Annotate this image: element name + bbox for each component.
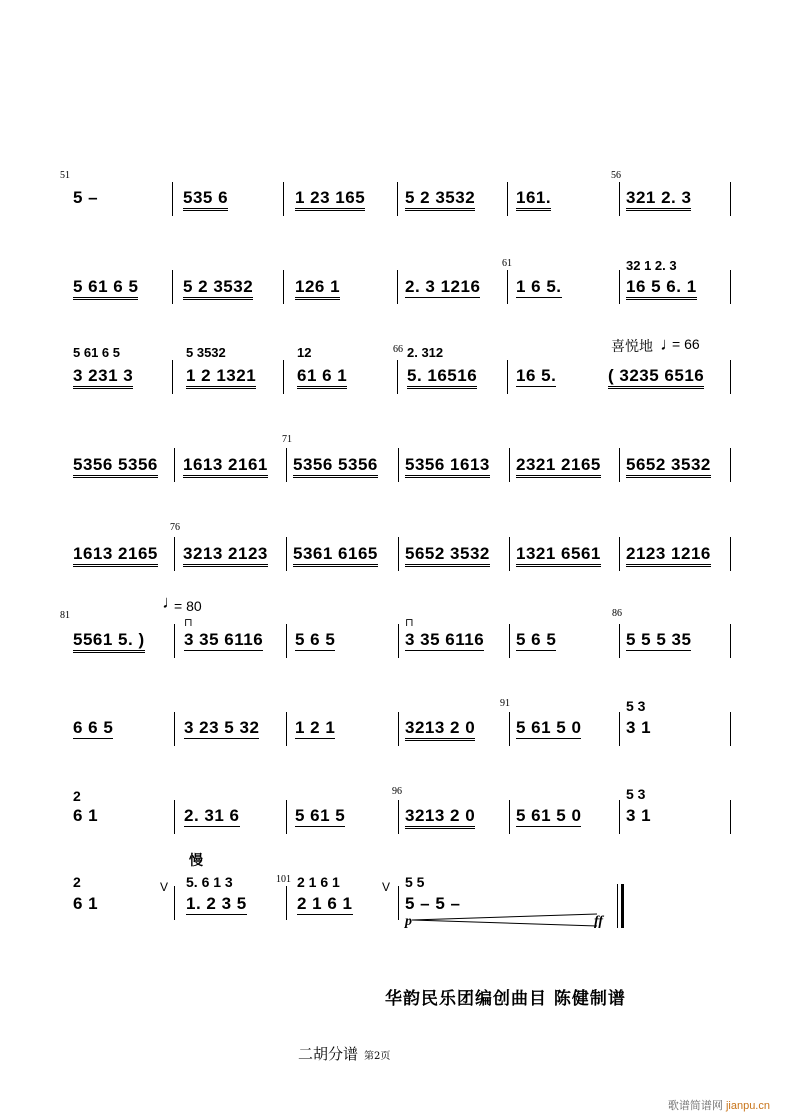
- measure: 1. 2 3 5: [186, 894, 247, 913]
- tempo-marking: 喜悦地: [611, 338, 653, 354]
- barline: [398, 800, 399, 834]
- measure: 5356 5356: [293, 455, 378, 478]
- barline: [509, 624, 510, 658]
- downbow-icon: ⊓: [184, 617, 193, 629]
- measure-top-line: 12: [297, 345, 312, 360]
- measure-number: 76: [170, 522, 180, 533]
- barline: [174, 886, 175, 920]
- final-barline: [621, 884, 624, 928]
- barline: [619, 448, 620, 482]
- barline: [619, 537, 620, 571]
- measure: 5 2 3532: [405, 188, 475, 211]
- measure-number: 96: [392, 786, 402, 797]
- barline: [730, 270, 731, 304]
- barline: [398, 712, 399, 746]
- measure: 3 1: [626, 806, 652, 825]
- measure: 2321 2165: [516, 455, 601, 478]
- barline: [398, 537, 399, 571]
- measure: 5356 5356: [73, 455, 158, 478]
- measure: 5652 3532: [626, 455, 711, 478]
- measure: 1 23 165: [295, 188, 365, 211]
- measure: 5 6 5: [516, 630, 557, 649]
- measure-number: 91: [500, 698, 510, 709]
- measure: 5 6 5: [295, 630, 336, 649]
- measure: 1613 2165: [73, 544, 158, 567]
- measure-number: 61: [502, 258, 512, 269]
- measure-number: 81: [60, 610, 70, 621]
- measure: 5356 1613: [405, 455, 490, 478]
- measure-number: 86: [612, 608, 622, 619]
- quarter-note-icon: ♩: [162, 592, 180, 612]
- barline: [730, 712, 731, 746]
- measure: 16 5.: [516, 366, 557, 385]
- measure-top-line: 2: [73, 874, 81, 890]
- measure: 1321 6561: [516, 544, 601, 567]
- barline: [286, 712, 287, 746]
- barline: [730, 360, 731, 394]
- measure: 5561 5. ): [73, 630, 145, 653]
- measure: 5 2 3532: [183, 277, 253, 300]
- measure-number: 101: [276, 874, 291, 885]
- barline: [172, 360, 173, 394]
- page-number: 第2页: [364, 1051, 391, 1062]
- barline: [730, 800, 731, 834]
- barline: [286, 800, 287, 834]
- barline: [730, 624, 731, 658]
- measure: 5 61 5 0: [516, 806, 582, 825]
- barline: [397, 270, 398, 304]
- barline: [174, 624, 175, 658]
- measure-number: 66: [393, 344, 403, 355]
- quarter-note-icon: ♩: [660, 334, 678, 354]
- breath-mark: V: [382, 880, 391, 894]
- measure: 1613 2161: [183, 455, 268, 478]
- measure: 5 61 5 0: [516, 718, 582, 737]
- measure: 5. 16516: [407, 366, 477, 389]
- measure-number: 56: [611, 170, 621, 181]
- measure: 5 61 6 5: [73, 277, 138, 300]
- measure: 5 –: [73, 188, 99, 207]
- measure: 5 61 5: [295, 806, 346, 825]
- measure-top-line: 5 5: [405, 874, 425, 890]
- barline: [283, 270, 284, 304]
- barline: [730, 537, 731, 571]
- measure: 5 – 5 –: [405, 894, 461, 913]
- measure: 2. 3 1216: [405, 277, 481, 296]
- watermark: [668, 1097, 770, 1113]
- barline: [286, 448, 287, 482]
- barline: [174, 537, 175, 571]
- dynamic-ff: ff: [594, 914, 604, 929]
- watermark-en: jianpu.cn: [725, 1100, 770, 1112]
- measure-number: 51: [60, 170, 70, 181]
- measure: 2123 1216: [626, 544, 711, 567]
- measure-number: 71: [282, 434, 292, 445]
- barline: [397, 182, 398, 216]
- measure: 6 1: [73, 894, 99, 913]
- measure: 1 6 5.: [516, 277, 562, 296]
- barline: [174, 712, 175, 746]
- measure: 6 1: [73, 806, 99, 825]
- barline: [619, 800, 620, 834]
- barline: [286, 624, 287, 658]
- measure-top-line: 5 61 6 5: [73, 345, 120, 360]
- barline: [730, 182, 731, 216]
- tempo-value: = 66: [672, 336, 700, 352]
- measure: 2 1 6 1: [297, 894, 353, 913]
- barline: [619, 712, 620, 746]
- measure: 3213 2 0: [405, 806, 475, 829]
- barline: [509, 448, 510, 482]
- measure: 3 35 6116: [405, 630, 485, 649]
- measure: 61 6 1: [297, 366, 347, 389]
- measure-top-line: 2: [73, 788, 81, 804]
- dynamic-p: p: [405, 914, 412, 929]
- barline: [286, 537, 287, 571]
- measure: 3 23 5 32: [184, 718, 260, 737]
- measure: 16 5 6. 1: [626, 277, 697, 300]
- barline: [398, 448, 399, 482]
- measure: 3 231 3: [73, 366, 133, 389]
- barline: [619, 270, 620, 304]
- barline: [730, 448, 731, 482]
- measure: 1 2 1321: [186, 366, 256, 389]
- measure: ( 3235 6516: [608, 366, 704, 389]
- measure: 3213 2123: [183, 544, 268, 567]
- barline: [174, 448, 175, 482]
- measure: 2. 31 6: [184, 806, 240, 825]
- measure-top-line: 2. 312: [407, 345, 444, 360]
- slow-marking: 慢: [189, 852, 203, 868]
- barline: [507, 360, 508, 394]
- barline: [397, 360, 398, 394]
- barline: [398, 886, 399, 920]
- measure: 5 5 5 35: [626, 630, 692, 649]
- credit-line: 华韵民乐团编创曲目 陈健制谱: [385, 989, 626, 1009]
- measure: 3 35 6116: [184, 630, 264, 649]
- barline: [174, 800, 175, 834]
- measure-top-line: 5. 6 1 3: [186, 874, 233, 890]
- measure-top-line: 5 3: [626, 698, 646, 714]
- part-title: 二胡分谱: [298, 1045, 359, 1063]
- measure-top-line: 2 1 6 1: [297, 874, 340, 890]
- barline: [507, 270, 508, 304]
- barline: [617, 884, 618, 928]
- page-footer: [298, 1043, 390, 1064]
- crescendo-hairpin: [412, 910, 612, 930]
- barline: [283, 360, 284, 394]
- barline: [619, 182, 620, 216]
- tempo-value: = 80: [174, 598, 202, 614]
- measure: 1 2 1: [295, 718, 336, 737]
- barline: [172, 270, 173, 304]
- measure: 535 6: [183, 188, 228, 211]
- measure-top-line: 5 3532: [186, 345, 226, 360]
- barline: [507, 182, 508, 216]
- measure: 3213 2 0: [405, 718, 475, 741]
- barline: [509, 712, 510, 746]
- watermark-cn: 歌谱简谱网: [667, 1100, 723, 1112]
- measure: 161.: [516, 188, 551, 211]
- measure: 5652 3532: [405, 544, 490, 567]
- measure: 126 1: [295, 277, 340, 300]
- measure: 3 1: [626, 718, 652, 737]
- barline: [619, 624, 620, 658]
- barline: [283, 182, 284, 216]
- measure: 321 2. 3: [626, 188, 691, 211]
- measure: 5361 6165: [293, 544, 378, 567]
- barline: [286, 886, 287, 920]
- measure: 6 6 5: [73, 718, 114, 737]
- breath-mark: V: [160, 880, 169, 894]
- measure-top-line: 5 3: [626, 786, 646, 802]
- measure-top-line: 32 1 2. 3: [626, 258, 677, 273]
- barline: [509, 537, 510, 571]
- barline: [398, 624, 399, 658]
- barline: [509, 800, 510, 834]
- downbow-icon: ⊓: [405, 617, 414, 629]
- barline: [172, 182, 173, 216]
